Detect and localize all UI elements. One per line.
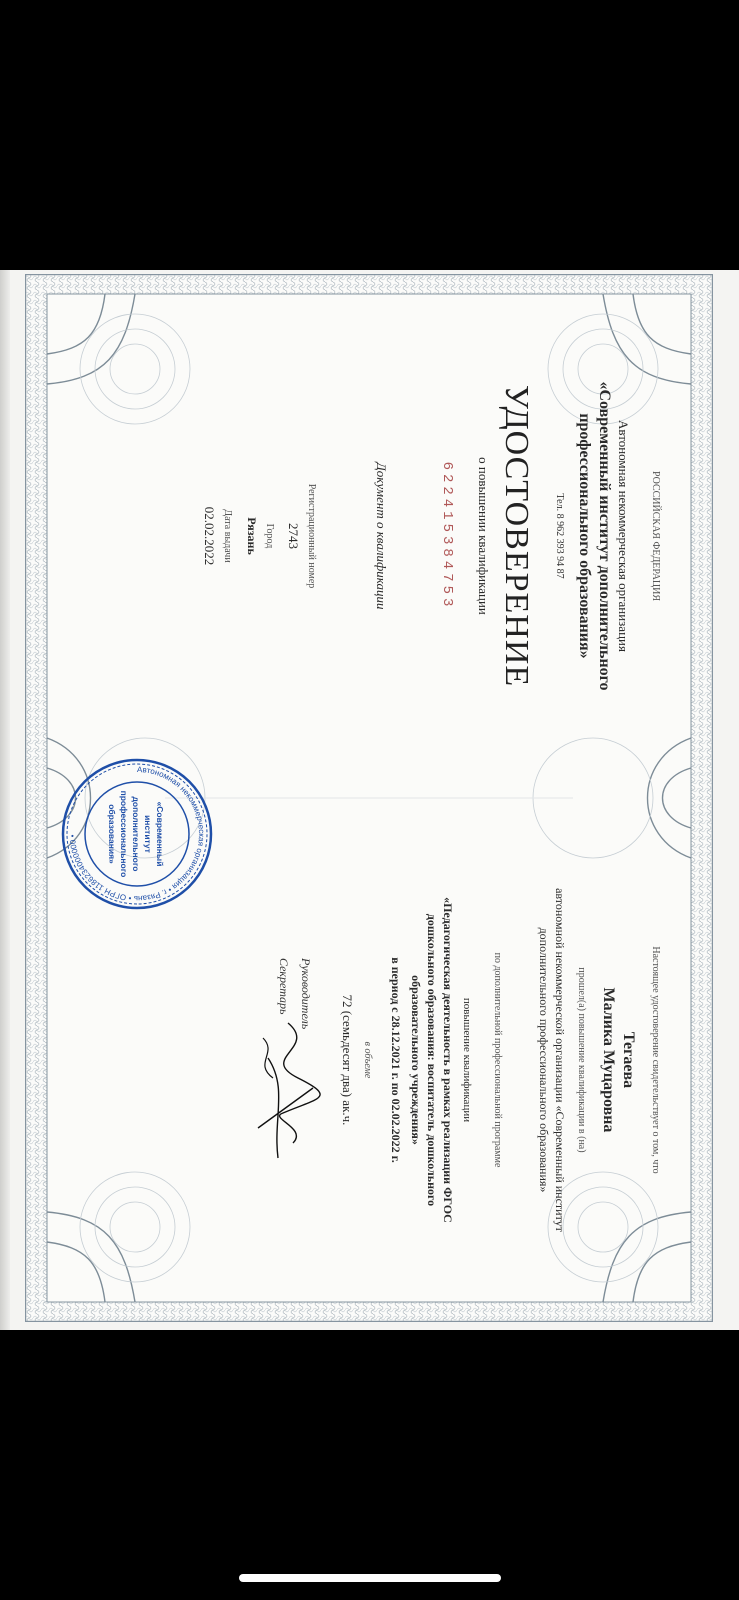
- study-period: в период с 28.12.2021 г. по 02.02.2022 г.: [389, 957, 403, 1163]
- doc-subtitle: о повышении квалификации: [476, 457, 491, 615]
- city-label: Город: [264, 523, 275, 549]
- program-line-2: дошкольного образования: воспитатель дошкольного: [425, 913, 439, 1207]
- doc-kind: Документ о квалификации: [374, 462, 389, 610]
- stamp-line-1: «Современный: [155, 801, 165, 867]
- phone: Тел. 8 962 393 94 87: [554, 493, 565, 579]
- org-line-3: профессионального образования»: [576, 413, 593, 659]
- stamp-line-3: дополнительного: [131, 796, 141, 872]
- stamp-line-2: институт: [143, 815, 153, 853]
- issue-date-value: 02.02.2022: [202, 506, 217, 566]
- org-line-2: «Современный институт дополнительного: [596, 381, 613, 691]
- program-label: по дополнительной профессиональной программе: [492, 952, 503, 1168]
- reg-number-value: 2743: [286, 523, 301, 549]
- recipient-given-names: Малика Муцаровна: [600, 987, 617, 1133]
- passed-text: прошел(а) повышение квалификации в (на): [576, 967, 587, 1153]
- org-line-1: Автономная некоммерческая организация: [616, 420, 631, 652]
- head-label: Руководитель: [299, 958, 313, 1030]
- certificate: [0, 270, 739, 1330]
- issue-date-label: Дата выдачи: [222, 509, 233, 563]
- secretary-label: Секретарь: [277, 958, 291, 1015]
- issuer-org-line-2: дополнительного профессионального образования»: [537, 927, 551, 1193]
- official-stamp: [59, 756, 215, 912]
- home-indicator[interactable]: [239, 1574, 501, 1582]
- recipient-surname: Тегаева: [620, 1031, 637, 1089]
- program-line-1: «Педагогическая деятельность в рамках реализации ФГОС: [441, 897, 455, 1223]
- signature: [248, 1018, 328, 1178]
- issuer-org-line-1: автономной некоммерческой организации «Современный институт: [553, 888, 567, 1232]
- stamp-ring-text: Автономная некоммерческая организация • г. Рязань • ОГРН 1186234000000 •: [67, 764, 207, 904]
- city-value: Рязань: [245, 517, 259, 555]
- country-label: РОССИЙСКАЯ ФЕДЕРАЦИЯ: [650, 470, 661, 602]
- left-panel: [25, 274, 713, 798]
- program-line-3: образовательного учреждения»: [409, 975, 423, 1145]
- volume-value: 72 (семьдесят два) ак.ч.: [340, 994, 355, 1126]
- stamp-line-4: профессионального: [119, 790, 129, 878]
- doc-title: УДОСТОВЕРЕНИЕ: [498, 384, 535, 688]
- photo-area: [0, 270, 739, 1330]
- volume-label: в объеме: [362, 1041, 373, 1079]
- certificate-content: [25, 274, 713, 1322]
- serial-number: 622415384753: [439, 461, 455, 611]
- program-type: повышение квалификации: [461, 997, 473, 1123]
- intro-text: Настоящее удостоверение свидетельствует о том, что: [650, 946, 661, 1174]
- reg-number-label: Регистрационный номер: [306, 483, 317, 589]
- stamp-line-5: образования»: [107, 804, 117, 864]
